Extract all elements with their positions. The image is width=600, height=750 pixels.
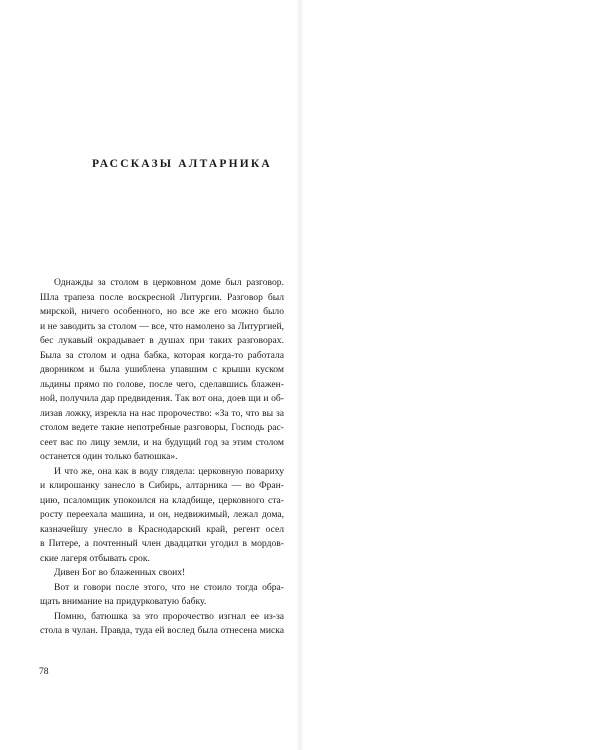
- text-line: щать внимание на придурковатую бабку.: [40, 596, 207, 607]
- left-page-text: [40, 276, 284, 639]
- text-line: Однажды за столом в церковном доме был разговор.: [54, 277, 284, 288]
- right-page: [300, 0, 600, 750]
- text-line: и клирошанку занесло в Сибирь, алтарника — во Фран-: [40, 480, 284, 491]
- text-line: мирской, ничего особенного, но все же его можно было: [40, 306, 284, 317]
- text-line: Вот и говори после этого, что не стоило тогда обра-: [54, 581, 284, 593]
- text-line: дворником и была ушиблена упавшим с крыши куском: [40, 364, 284, 375]
- text-line: ские лагеря отбывать срок.: [40, 552, 150, 564]
- text-line: останется один только батюшка».: [40, 451, 178, 462]
- text-line: казначейшу унесло в Краснодарский край, регент осел: [40, 523, 284, 535]
- text-line: Шла трапеза после воскресной Литургии. Разговор был: [40, 291, 284, 303]
- text-line: стола в чулан. Правда, туда ей вослед была отнесена миска: [40, 625, 284, 636]
- text-line: сеет вас по лицу земли, и на будущий год за этим столом: [40, 436, 284, 448]
- text-line: и не заводить за столом — все, что намолено за Литургией,: [40, 320, 284, 332]
- text-line: И что же, она как в воду глядела: церковную повариху: [54, 465, 284, 477]
- text-line: Помню, батюшка за это пророчество изгнал ее из-за: [54, 610, 284, 622]
- text-line: столом ведете такие непотребные разговоры, Господь рас-: [40, 422, 284, 433]
- text-line: Дивен Бог во блаженных своих!: [54, 567, 186, 578]
- text-line: росту переехала машина, и он, недвижимый, лежал дома,: [40, 509, 284, 520]
- text-line: цию, псаломщик упокоился на кладбище, церковного ста-: [40, 494, 284, 506]
- text-line: бес лукавый окрадывает в душах при таких разговорах.: [40, 335, 284, 346]
- text-line: в Питере, а почтенный член двадцатки угодил в мордов-: [40, 538, 284, 549]
- page-number-left: 78: [39, 666, 49, 677]
- chapter-heading: РАССКАЗЫ АЛТАРНИКА: [92, 158, 272, 170]
- text-line: лизав ложку, изрекла на нас пророчество: «За то, что вы за: [40, 407, 284, 419]
- text-line: Была за столом и одна бабка, которая когда-то работала: [40, 349, 284, 361]
- text-line: льдины прямо по голове, после чего, сделавшись блажен-: [40, 378, 284, 390]
- text-line: ной, получила дар предвидения. Так вот она, доев щи и об-: [40, 393, 284, 404]
